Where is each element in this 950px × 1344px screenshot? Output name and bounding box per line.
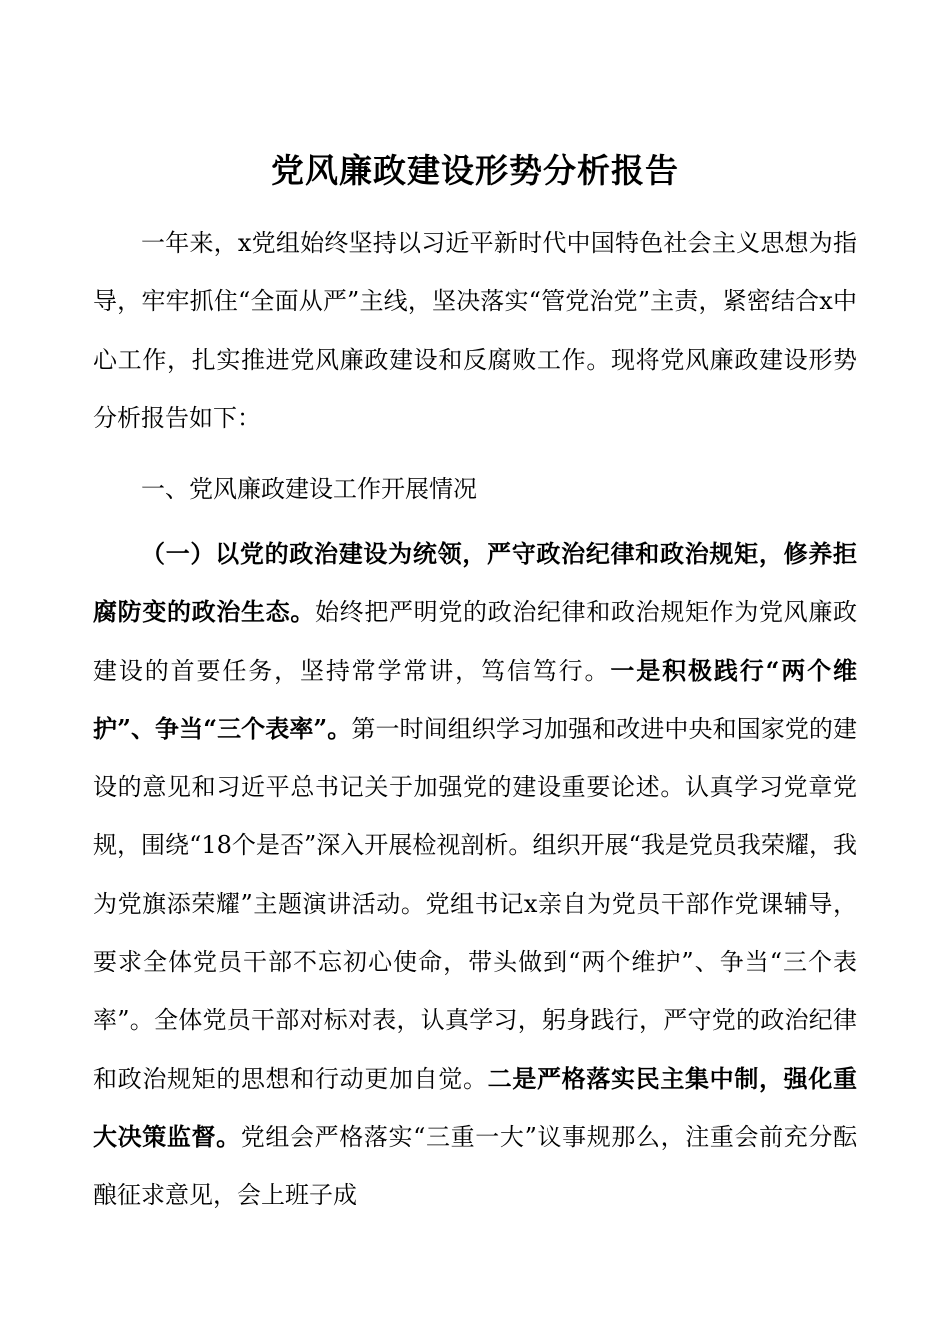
subsection-heading-1: （一）以党的政治建设为统领，严守政治纪律和政治规矩，修养拒腐防变的政治生态。: [93, 539, 857, 627]
section-heading-1: 一、党风廉政建设工作开展情况: [141, 475, 477, 503]
point-text-2: 党组会严格落实“三重一大”议事规那么，注重会前充分酝酿征求意见，会上班子成: [93, 1122, 857, 1210]
point-heading-1: 一是积极践行“两个维护”、争当“三个表率”。: [93, 655, 857, 743]
section-1-paragraph: [93, 525, 857, 1225]
subsection-text-1: 始终把严明党的政治纪律和政治规矩作为党风廉政建设的首要任务，坚持常学常讲，笃信笃行。: [93, 598, 857, 685]
document-title: 党风廉政建设形势分析报告: [271, 151, 679, 190]
intro-paragraph: 一年来，x党组始终坚持以习近平新时代中国特色社会主义思想为指导，牢牢抓住“全面从严”主线，坚决落实“管党治党”主责，紧密结合x中心工作，扎实推进党风廉政建设和反腐败工作。现将党风廉政建设形势分析报告如下：: [93, 229, 857, 432]
point-heading-2: 二是严格落实民主集中制，强化重大决策监督。: [93, 1063, 858, 1151]
point-text-1: 第一时间组织学习加强和改进中央和国家党的建设的意见和习近平总书记关于加强党的建设重要论述。认真学习党章党规，围绕“18个是否”深入开展检视剖析。组织开展“我是党员我荣耀，我为党旗添荣耀”主题演讲活动。党组书记x亲自为党员干部作党课辅导，要求全体党员干部不忘初心使命，带头做到“两个维护”、争当“三个表率”。全体党员干部对标对表，认真学习，躬身践行，严守党的政治纪律和政治规矩的思想和行动更加自觉。: [93, 714, 858, 1093]
